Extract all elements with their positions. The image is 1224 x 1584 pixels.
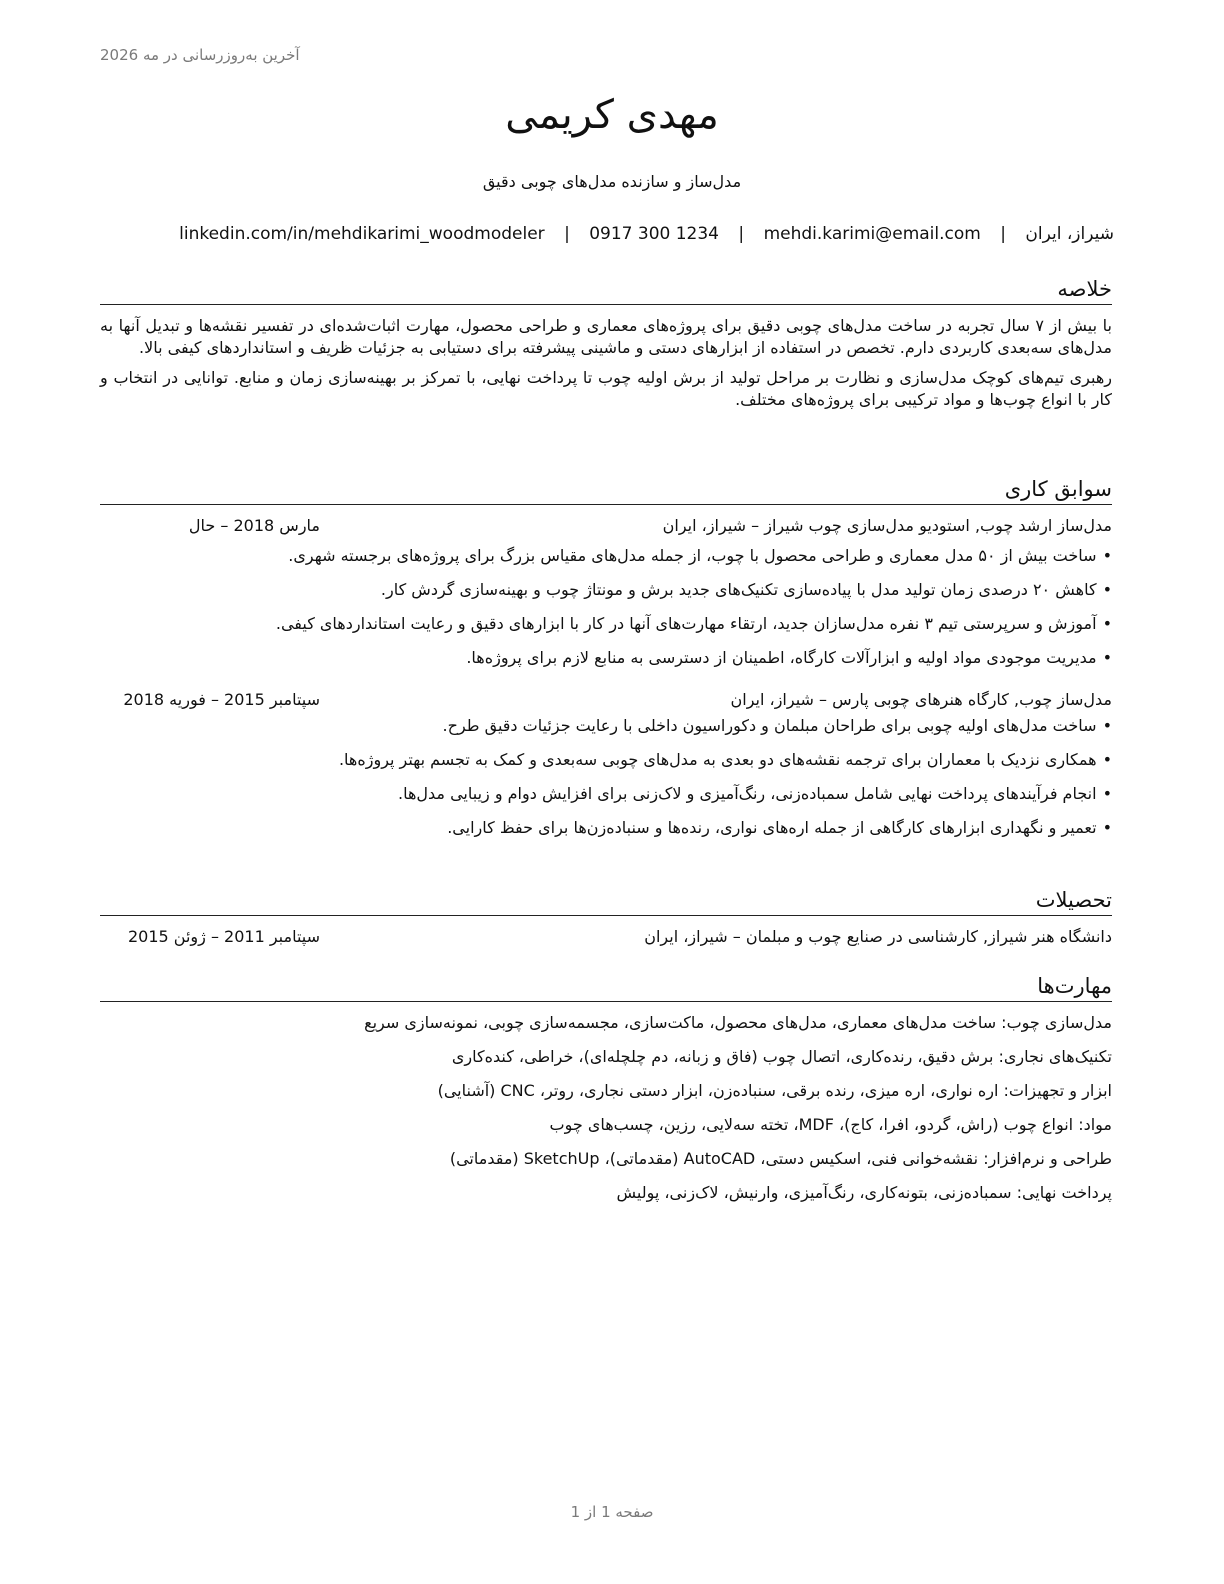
- skill-row: پرداخت نهایی: سمباده‌زنی، بتونه‌کاری، رنگ‌آمیزی، وارنیش، لاک‌زنی، پولیش: [616, 1183, 1112, 1202]
- job-bullet-text: همکاری نزدیک با معماران برای ترجمه نقشه‌های دو بعدی به مدل‌های چوبی سه‌بعدی و کمک به تجسم بهتر پروژه‌ها.: [338, 750, 1097, 769]
- page-number: صفحه 1 از 1: [570, 1503, 654, 1521]
- experience-section: [100, 476, 1112, 851]
- contact-phone[interactable]: 0917 300 1234: [589, 224, 720, 244]
- skill-row: ابزار و تجهیزات: اره نواری، اره میزی، رنده برقی، سنباده‌زن، ابزار دستی نجاری، روتر، CNC (آشنایی): [437, 1081, 1112, 1100]
- summary-paragraph: با بیش از ۷ سال تجربه در ساخت مدل‌های چوبی دقیق برای پروژه‌های معماری و طراحی محصول، مهارت اثبات‌شده‌ای در تفسیر نقشه‌ها و تبدیل آنها به مدل‌های سه‌بعدی کاربردی دارم. تخصص در استفاده از ابزارهای دستی و ماشینی پیشرفته برای دستیابی به جزئیات ظریف و استانداردهای کیفی بالا.: [100, 316, 1113, 357]
- education-dates: سپتامبر 2011 – ژوئن 2015: [127, 927, 320, 946]
- bullet-icon: •: [1102, 580, 1112, 599]
- job-bullet: [100, 715, 1112, 737]
- job-header: [100, 689, 1112, 711]
- skill-row: تکنیک‌های نجاری: برش دقیق، رنده‌کاری، اتصال چوب (فاق و زبانه، دم چلچله‌ای)، خراطی، کنده‌کاری: [451, 1047, 1112, 1066]
- job-bullet: [100, 579, 1112, 601]
- contact-separator: |: [564, 224, 570, 244]
- bullet-icon: •: [1102, 614, 1112, 633]
- section-title-summary: خلاصه: [100, 276, 1112, 305]
- job-bullet: [100, 647, 1112, 669]
- job-bullet-text: ساخت مدل‌های اولیه چوبی برای طراحان مبلمان و دکوراسیون داخلی با رعایت جزئیات دقیق طرح.: [442, 716, 1097, 735]
- summary-section: [100, 276, 1112, 419]
- job-subtitle: مدل‌ساز و سازنده مدل‌های چوبی دقیق: [482, 172, 742, 191]
- bullet-icon: •: [1102, 546, 1112, 565]
- contact-separator: |: [1000, 224, 1006, 244]
- bullet-icon: •: [1102, 784, 1112, 803]
- job-bullet: [100, 749, 1112, 771]
- skill-row: مدل‌سازی چوب: ساخت مدل‌های معماری، مدل‌های محصول، ماکت‌سازی، مجسمه‌سازی چوبی، نمونه‌سازی سریع: [364, 1013, 1112, 1032]
- job-bullet: [100, 613, 1112, 635]
- job-bullet-text: کاهش ۲۰ درصدی زمان تولید مدل با پیاده‌سازی تکنیک‌های جدید برش و مونتاژ چوب و بهینه‌سازی گردش کار.: [380, 580, 1097, 599]
- skill-row: طراحی و نرم‌افزار: نقشه‌خوانی فنی، اسکیس دستی، AutoCAD (مقدماتی)، SketchUp (مقدماتی): [449, 1149, 1112, 1168]
- job-bullet-text: آموزش و سرپرستی تیم ۳ نفره مدل‌سازان جدید، ارتقاء مهارت‌های آنها در کار با ابزارهای دقیق و رعایت استانداردهای کیفی.: [275, 614, 1097, 633]
- contact-linkedin[interactable]: linkedin.com/in/mehdikarimi_woodmodeler: [179, 224, 545, 244]
- job-dates: سپتامبر 2015 – فوریه 2018: [123, 690, 320, 709]
- job-role: مدل‌ساز ارشد چوب, استودیو مدل‌سازی چوب شیراز – شیراز، ایران: [662, 516, 1112, 535]
- contact-location: شیراز، ایران: [1025, 224, 1114, 244]
- bullet-icon: •: [1102, 716, 1112, 735]
- job-bullets: [100, 715, 1112, 839]
- job-role: مدل‌ساز چوب, کارگاه هنرهای چوبی پارس – شیراز، ایران: [730, 690, 1112, 709]
- job-bullets: [100, 545, 1112, 669]
- education-section: [100, 887, 1112, 948]
- job-bullet-text: انجام فرآیندهای پرداخت نهایی شامل سمباده‌زنی، رنگ‌آمیزی و لاک‌زنی برای افزایش دوام و زیبایی مدل‌ها.: [398, 784, 1097, 803]
- section-title-skills: مهارت‌ها: [100, 973, 1112, 1002]
- job-entry: [100, 515, 1112, 669]
- person-name: مهدی کریمی: [505, 92, 719, 138]
- education-entry: [100, 926, 1112, 948]
- job-header: [100, 515, 1112, 537]
- job-bullet-text: ساخت بیش از ۵۰ مدل معماری و طراحی محصول با چوب، از جمله مدل‌های مقیاس بزرگ برای پروژه‌های برجسته شهری.: [288, 546, 1097, 565]
- section-title-experience: سوابق کاری: [100, 476, 1112, 505]
- bullet-icon: •: [1102, 818, 1112, 837]
- job-dates: مارس 2018 – حال: [188, 516, 320, 535]
- section-title-education: تحصیلات: [100, 887, 1112, 916]
- contact-separator: |: [738, 224, 745, 244]
- summary-paragraph: رهبری تیم‌های کوچک مدل‌سازی و نظارت بر مراحل تولید از برش اولیه چوب تا پرداخت نهایی، با تمرکز بر بهینه‌سازی زمان و منابع. توانایی در انتخاب و کار با انواع چوب‌ها و مواد ترکیبی برای پروژه‌های مختلف.: [100, 368, 1112, 409]
- job-bullet-text: مدیریت موجودی مواد اولیه و ابزارآلات کارگاه، اطمینان از دسترسی به منابع لازم برای پروژه‌ها.: [466, 648, 1097, 667]
- job-bullet: [100, 545, 1112, 567]
- job-bullet: [100, 817, 1112, 839]
- bullet-icon: •: [1102, 750, 1112, 769]
- bullet-icon: •: [1102, 648, 1112, 667]
- contact-email[interactable]: mehdi.karimi@email.com: [763, 224, 981, 244]
- last-updated-note: آخرین به‌روزرسانی در مه 2026: [100, 46, 300, 64]
- job-bullet-text: تعمیر و نگهداری ابزارهای کارگاهی از جمله اره‌های نواری، رنده‌ها و سنباده‌زن‌ها برای حفظ کارایی.: [447, 818, 1097, 837]
- skill-row: مواد: انواع چوب (راش، گردو، افرا، کاج)، MDF، تخته سه‌لایی، رزین، چسب‌های چوب: [549, 1115, 1112, 1134]
- education-degree: دانشگاه هنر شیراز, کارشناسی در صنایع چوب و مبلمان – شیراز، ایران: [644, 927, 1112, 946]
- job-entry: [100, 689, 1112, 839]
- contact-line: [100, 224, 1114, 244]
- skills-section: [100, 973, 1112, 1216]
- job-bullet: [100, 783, 1112, 805]
